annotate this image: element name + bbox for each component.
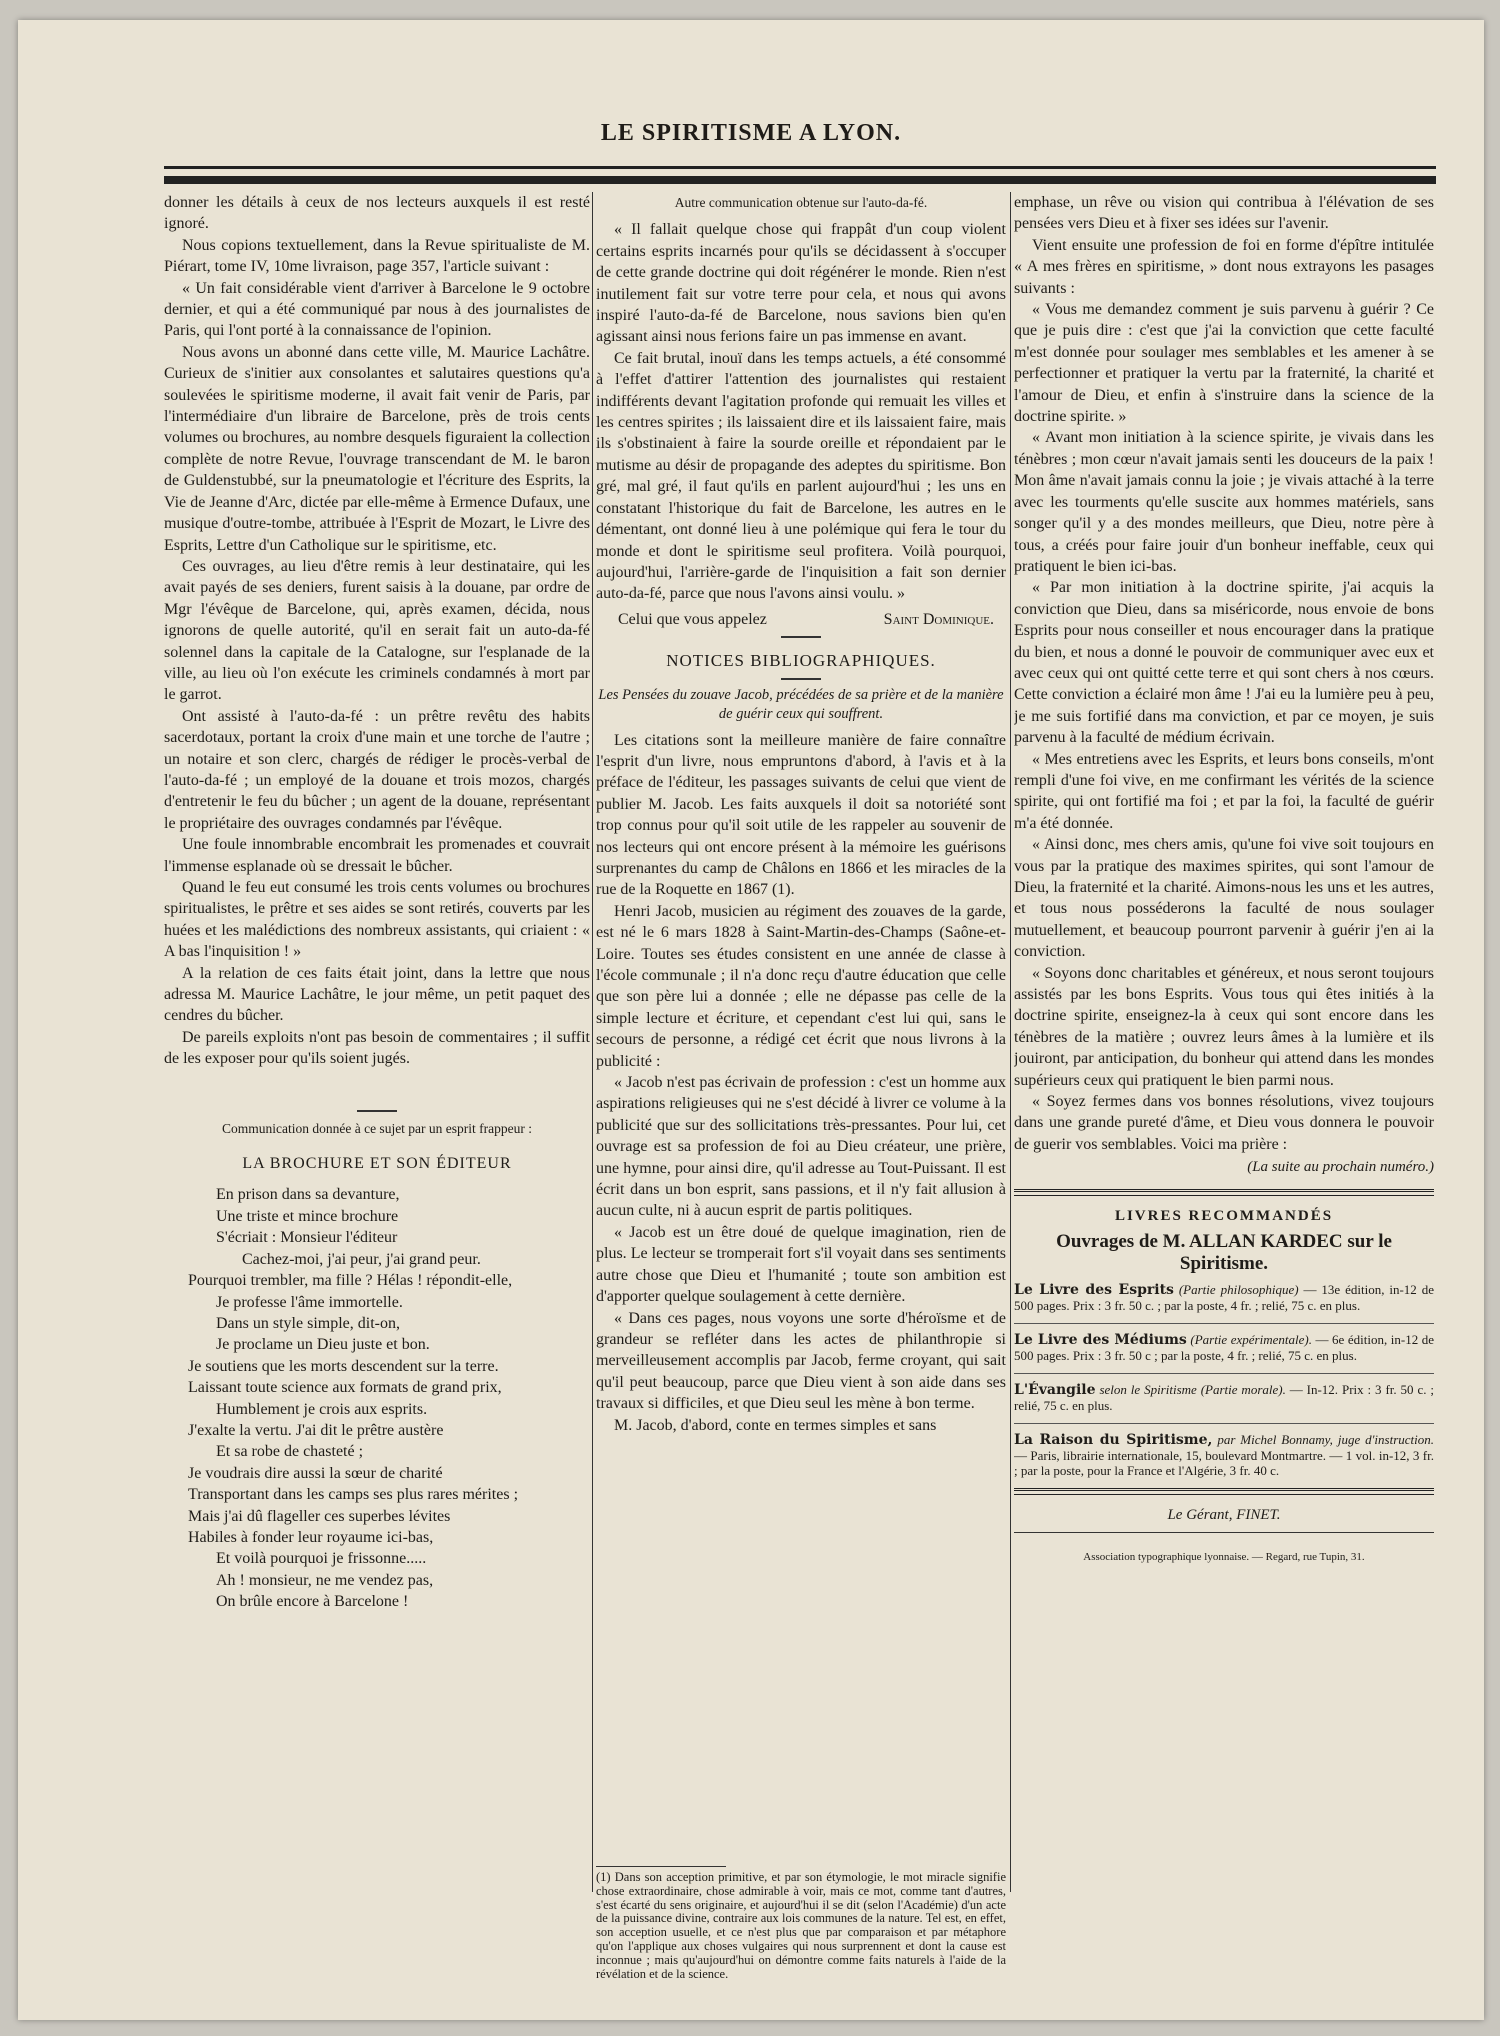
paragraph: « Avant mon initiation à la science spirite, je vivais dans les ténèbres ; mon cœur n'avait jamais senti les douceurs de la paix ! Mon âme n'avait jamais connu la joie ; je vivais attaché à la terre avec les tourments qu'elle suscite aux hommes matériels, sans songer qu'il y a des mondes meilleurs, que Dieu, notre père à tous, a créés pour faire jouir d'un bonheur ineffable, ceux qui pratiquent le bien ici-bas. <box>1014 429 1434 575</box>
book-entry <box>1014 1282 1434 1313</box>
book-subtitle: par Michel Bonnamy, juge d'instruction. <box>1217 1431 1434 1447</box>
paragraph: « Ainsi donc, mes chers amis, qu'une foi vive soit toujours en vous par la pratique des maximes spirites, qui sont l'amour de Dieu, la fraternité et la charité. Aimons-nous les uns et les autres, et tous nous posséderons la faculté de nous soulager mutuellement, et beaucoup pourront parvenir à guérir j'en ai la conviction. <box>1014 836 1434 961</box>
continued-note: (La suite au prochain numéro.) <box>1247 1159 1434 1176</box>
book-subtitle: (Partie expérimentale). <box>1190 1331 1312 1347</box>
poem-line: On brûle encore à Barcelone ! <box>216 1593 409 1611</box>
separator <box>1014 1323 1434 1324</box>
paragraph: « Par mon initiation à la doctrine spirite, j'ai acquis la conviction que Dieu, dans sa miséricorde, nous envoie de bons Esprits pour nous conseiller et nous encourager dans la pratique du bien, et nous a donné le pouvoir de communiquer avec eux et avec ceux qui ont quitté cette terre et qui sont chers à nos cœurs. Cette conviction a éclairé mon âme ! J'ai eu la lumière peu à peu, je me suis fortifié dans ma conviction, et par ce moyen, je suis parvenu à la faculté de médium écrivain. <box>1014 579 1434 747</box>
paragraph: « Il fallait quelque chose qui frappât d'un coup violent certains esprits incarnés pour qu'ils se décidassent à s'occuper de cette grande doctrine qui doit régénérer le monde. Rien n'est inutilement fait sur votre terre pour cela, et nous qui avons inspiré l'auto-da-fé de Barcelone, nous savions bien qu'en agissant ainsi nous ferions faire un pas immense en avant. <box>596 221 1006 346</box>
book-subtitle: (Partie philosophique) <box>1178 1281 1299 1297</box>
book-title: Le Livre des Esprits <box>1014 1281 1174 1298</box>
poem-line: S'écriait : Monsieur l'éditeur <box>216 1229 398 1247</box>
poem <box>164 1184 590 1612</box>
advertisement <box>1014 1206 1434 1478</box>
poem-line: Je soutiens que les morts descendent sur la terre. <box>188 1357 499 1375</box>
separator <box>781 678 821 680</box>
poem-line: Je proclame un Dieu juste et bon. <box>216 1336 430 1354</box>
column-2 <box>596 192 1006 1852</box>
poem-line: En prison dans sa devanture, <box>216 1186 400 1204</box>
book-entry <box>1014 1382 1434 1413</box>
poem-line: Je voudrais dire aussi la sœur de charité <box>188 1464 443 1482</box>
book-entry <box>1014 1432 1434 1478</box>
paragraph: « Jacob est un être doué de quelque imagination, rien de plus. Le lecteur se tromperait fort s'il voyait dans ses sentiments autre chose que Dieu et l'humanité ; toute son ambition est d'apporter quelque soulagement à cette dernière. <box>596 1223 1006 1306</box>
paragraph: Henri Jacob, musicien au régiment des zouaves de la garde, est né le 6 mars 1828 à Saint-Martin-des-Champs (Saône-et-Loire. Toutes ses études consistent en une année de classe à l'école communale ; il n'a donc reçu d'autre éducation que celle que son père lui a donnée ; elle ne dépasse pas celle de la simple lecture et écriture, et cependant c'est lui qui, sans le secours de personne, a rédigé cet écrit que nous livrons à la publicité : <box>596 902 1006 1070</box>
poem-line: Une triste et mince brochure <box>216 1207 399 1225</box>
book-details: — Paris, librairie internationale, 15, boulevard Montmartre. — 1 vol. in-12, 3 fr. ; par la poste, pour la France et l'Algérie, 3 fr. 40 c. <box>1014 1447 1434 1478</box>
paragraph: A la relation de ces faits était joint, dans la lettre que nous adressa M. Maurice Lachâtre, le jour même, un petit paquet des cendres du bûcher. <box>164 964 590 1025</box>
paragraph: Ces ouvrages, au lieu d'être remis à leur destinataire, qui les avait payés de ses deniers, furent saisis à la douane, par ordre de Mgr l'évêque de Barcelone, qui, après examen, décida, nous ignorons de quelle autorité, qu'il en serait fait un auto-da-fé solennel dans la capitale de la Catalogne, sur l'esplanade de la ville, au lieu où l'on exécute les criminels condamnés à mort par le garrot. <box>164 557 590 704</box>
paragraph: Quand le feu eut consumé les trois cents volumes ou brochures spiritualistes, le prêtre et ses aides se sont retirés, couverts par les huées et les malédictions des nombreux assistants, qui criaient : « A bas l'inquisition ! » <box>164 879 590 961</box>
column-divider <box>592 192 593 1892</box>
paragraph: « Vous me demandez comment je suis parvenu à guérir ? Ce que je puis dire : c'est que j'ai la conviction que cette faculté m'est donnée pour soulager mes semblables et les amener à se perfectionner et pratiquer la vertu par la fraternité, la charité et l'amour de Dieu, et enfin à s'instruire dans la science de la doctrine spirite. » <box>1014 301 1434 426</box>
paragraph: Une foule innombrable encombrait les promenades et couvrait l'immense esplanade où se dressait le bûcher. <box>164 836 590 875</box>
paragraph: De pareils exploits n'ont pas besoin de commentaires ; il suffit de les exposer pour qu'ils soient jugés. <box>164 1028 590 1068</box>
masthead-title: LE SPIRITISME A LYON. <box>600 120 902 146</box>
printer-imprint: Association typographique lyonnaise. — Regard, rue Tupin, 31. <box>1083 1551 1365 1564</box>
paragraph: Vient ensuite une profession de foi en forme d'épître intitulée « A mes frères en spiritisme, » dont nous extrayons les pasages suivants : <box>1014 236 1434 297</box>
book-heading: Les Pensées du zouave Jacob, précédées de sa prière et de la manière de guérir ceux qui souffrent. <box>598 686 1004 722</box>
poem-line: Laissant toute science aux formats de grand prix, <box>188 1379 502 1397</box>
book-title: La Raison du Spiritisme, <box>1014 1431 1213 1448</box>
separator <box>781 636 821 638</box>
column-divider <box>1010 192 1011 1892</box>
signature-name: Saint Dominique. <box>883 610 994 628</box>
separator <box>1014 1488 1434 1495</box>
book-details: — 13e édition, in-12 de 500 pages. Prix : 3 fr. 50 c. ; par la poste, 4 fr. ; relié, 75 c. en plus. <box>1014 1281 1434 1313</box>
footnote-text: (1) Dans son acception primitive, et par son étymologie, le mot miracle signifie chose extraordinaire, chose admirable à voir, mais ce mot, comme tant d'autres, s'est écarté du sens originaire, et aujourd'hui il se dit (selon l'Académie) d'un acte de la puissance divine, contraire aux lois communes de la nature. Tel est, en effet, son acception usuelle, et ce n'est plus que par comparaison et par métaphore qu'on l'applique aux choses vulgaires qui nous surprennent et dont la cause est inconnue ; mais qu'aujourd'hui on démontre comme faits naturels à l'aide de la révélation et de la science. <box>596 1870 1006 1981</box>
signature-left: Celui que vous appelez <box>618 610 767 628</box>
poem-line: Dans un style simple, dit-on, <box>216 1314 400 1332</box>
communication-caption: Communication donnée à ce sujet par un esprit frappeur : <box>221 1120 533 1136</box>
separator <box>1014 1373 1434 1374</box>
column-3 <box>1014 192 1434 2020</box>
paragraph: donner les détails à ceux de nos lecteurs auxquels il est resté ignoré. <box>164 194 590 233</box>
poem-line: Je professe l'âme immortelle. <box>216 1293 403 1311</box>
paragraph: « Jacob n'est pas écrivain de profession : c'est un homme aux aspirations religieuses qui ne s'est décidé à livrer ce volume à la publicité que sur des sollicitations très-pressantes. Pour lui, cet ouvrage est sa profession de foi au Dieu créateur, une prière, une hymne, pour ainsi dire, qu'il adresse au Tout-Puissant. Il est écrit dans un bon esprit, sans passions, et il n'y fait allusion à aucun culte, ni à aucun esprit de partis politiques. <box>596 1074 1006 1220</box>
paragraph: emphase, un rêve ou vision qui contribua à l'élévation de ses pensées vers Dieu et à fixer ses idées sur l'avenir. <box>1014 194 1434 233</box>
separator <box>1014 1423 1434 1424</box>
footnote <box>596 1866 1006 1981</box>
footnote-rule <box>596 1866 726 1867</box>
poem-line: Et voilà pourquoi je frissonne..... <box>216 1550 427 1568</box>
poem-line: Et sa robe de chasteté ; <box>216 1443 364 1461</box>
paragraph: « Dans ces pages, nous voyons une sorte d'héroïsme et de grandeur se refléter dans les actes de philanthropie si merveilleusement accomplis par Jacob, ferme croyant, qui sait qu'il peut beaucoup, parce que Dieu vient à son aide dans ses travaux si difficiles, et que Dieu seul les mène à bon terme. <box>596 1309 1006 1413</box>
paragraph: « Mes entretiens avec les Esprits, et leurs bons conseils, m'ont rempli d'une foi vive, en me confirmant les vérités de la science spirite, qui ont fortifié ma foi ; et par la foi, la faculté de guérir m'a été donnée. <box>1014 750 1434 832</box>
poem-line: Habiles à fonder leur royaume ici-bas, <box>188 1528 434 1546</box>
poem-line: J'exalte la vertu. J'ai dit le prêtre austère <box>188 1421 444 1439</box>
paragraph: Nous copions textuellement, dans la Revue spiritualiste de M. Piérart, tome IV, 10me livraison, page 357, l'article suivant : <box>164 236 590 276</box>
paragraph: M. Jacob, d'abord, conte en termes simples et sans <box>614 1416 937 1434</box>
poem-line: Transportant dans les camps ses plus rares mérites ; <box>188 1486 519 1504</box>
separator <box>1014 1532 1434 1533</box>
paragraph: Ce fait brutal, inouï dans les temps actuels, a été consommé à l'effet d'attirer l'attention des journalistes qui restaient indifférents devant l'agitation profonde qui remuait les villes et les centres spirites ; ils laissaient dire et ils laissaient faire, mais ils s'obstinaient à faire la sourde oreille et répondaient par le mutisme au désir de propagande des adeptes du spiritisme. Bon gré, mal gré, il faut qu'ils en parlent aujourd'hui ; les uns en constatant l'historique du fait de Barcelone, les autres en le démentant, ont donné lieu à une polémique qui fera le tour du monde et dont le spiritisme seul profitera. Voilà pourquoi, aujourd'hui, l'arrière-garde de l'inquisition a fait son dernier auto-da-fé, parce que nous l'avons ainsi voulu. » <box>596 349 1006 603</box>
paragraph: « Un fait considérable vient d'arriver à Barcelone le 9 octobre dernier, et qui a été communiqué par nous à des journalistes de Paris, qui l'ont porté à la connaissance de l'opinion. <box>164 279 590 340</box>
paragraph: « Soyez fermes dans vos bonnes résolutions, vivez toujours dans une grande pureté d'âme, et Dieu vous donnera le pouvoir de guerir vos semblables. Voici ma prière : <box>1014 1093 1434 1153</box>
masthead-rule <box>164 166 1436 184</box>
poem-title: LA BROCHURE ET SON ÉDITEUR <box>242 1155 512 1173</box>
paragraph: Nous avons un abonné dans cette ville, M. Maurice Lachâtre. Curieux de s'initier aux consolantes et salutaires questions qu'a soulevées le spiritisme moderne, il avait fait venir de Paris, par l'intermédiaire d'un libraire de Barcelone, près de trois cents volumes ou brochures, au nombre desquels figuraient la collection complète de notre Revue, l'ouvrage transcendant de M. le baron de Guldenstubbé, sur la pneumatologie et l'écriture des Esprits, la Vie de Jeanne d'Arc, dictée par elle-même à Ermence Dufaux, une musique d'outre-tombe, attribuée à l'Esprit de Mozart, le Livre des Esprits, Lettre d'un Catholique sur le spiritisme, etc. <box>164 343 590 554</box>
poem-line: Pourquoi trembler, ma fille ? Hélas ! répondit-elle, <box>188 1272 513 1290</box>
poem-line: Cachez-moi, j'ai peur, j'ai grand peur. <box>242 1250 481 1268</box>
newspaper-page <box>18 20 1484 2020</box>
poem-line: Ah ! monsieur, ne me vendez pas, <box>216 1571 434 1589</box>
section-heading: NOTICES BIBLIOGRAPHIQUES. <box>666 651 936 671</box>
publisher-signature: Le Gérant, FINET. <box>1167 1506 1281 1523</box>
paragraph: « Soyons donc charitables et généreux, et nous seront toujours assistés par les bons Esprits. Vous tous qui êtes initiés à la doctrine spirite, enseignez-la à ceux qui sont encore dans les ténèbres de la matière ; ouvrez leurs âmes à la lumière et ils jouiront, par anticipation, du bonheur qui attend dans les mondes supérieurs ceux qui pratiquent le bien parmi nous. <box>1014 964 1434 1089</box>
poem-line: Humblement je crois aux esprits. <box>216 1400 428 1418</box>
poem-line: Mais j'ai dû flageller ces superbes lévites <box>188 1507 451 1525</box>
book-subtitle: selon le Spiritisme (Partie morale). <box>1099 1381 1286 1397</box>
ads-heading: LIVRES RECOMMANDÉS <box>1114 1207 1334 1224</box>
book-details: — In-12. Prix : 3 fr. 50 c. ; relié, 75 c. en plus. <box>1014 1381 1434 1413</box>
communication-caption: Autre communication obtenue sur l'auto-da-fé. <box>674 195 928 210</box>
column-1 <box>164 192 590 2020</box>
book-title: Le Livre des Médiums <box>1014 1331 1187 1348</box>
paragraph: Les citations sont la meilleure manière de faire connaître l'esprit d'un livre, nous empruntons d'abord, à l'avis et à la préface de l'éditeur, les passages suivants de celui que vient de publier M. Jacob. Les faits auxquels il doit sa notoriété sont trop connus pour qu'il soit utile de les rappeler au souvenir de nos lecteurs qui ont encore présent à la mémoire les guérisons surprenantes du camp de Châlons en 1866 et les miracles de la rue de la Roquette en 1867 (1). <box>596 731 1006 899</box>
paragraph: Ont assisté à l'auto-da-fé : un prêtre revêtu des habits sacerdotaux, portant la croix d'une main et une torche de l'autre ; un notaire et son clerc, chargés de rédiger le procès-verbal de l'auto-da-fé ; un employé de la douane et trois mozos, chargés d'entretenir le feu du bûcher ; un agent de la douane, représentant le propriétaire des ouvrages condamnés par l'évêque. <box>164 707 590 832</box>
ads-title: Ouvrages de M. ALLAN KARDEC sur le Spiritisme. <box>1056 1231 1392 1274</box>
book-entry <box>1014 1332 1434 1363</box>
separator <box>1014 1189 1434 1196</box>
separator <box>357 1110 397 1112</box>
signature-line <box>596 609 1006 630</box>
book-title: L'Évangile <box>1014 1381 1096 1398</box>
book-details: — 6e édition, in-12 de 500 pages. Prix : 3 fr. 50 c ; par la poste, 4 fr. ; relié, 75 c. en plus. <box>1014 1331 1434 1363</box>
